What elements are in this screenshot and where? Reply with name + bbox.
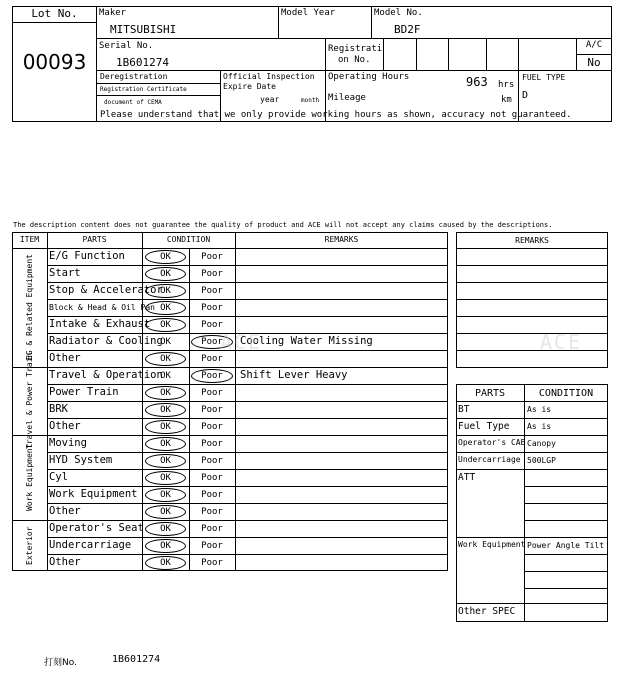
condition-poor: Poor xyxy=(201,354,223,364)
fuel-type-value: D xyxy=(522,90,529,101)
part-label: E/G Function xyxy=(49,250,125,262)
side-subline xyxy=(524,520,608,521)
condition-ok: OK xyxy=(160,422,171,432)
group-label: Exterior xyxy=(25,526,34,565)
registration-certificate-label: Registration Certificate xyxy=(100,86,187,93)
side-part-label: Operator's CAB xyxy=(458,438,526,447)
side-row-divider xyxy=(456,469,608,470)
condition-ok: OK xyxy=(160,252,171,262)
lot-number: 00093 xyxy=(22,50,87,74)
selection-circle xyxy=(145,556,186,570)
year-label: year xyxy=(260,95,280,104)
selection-circle xyxy=(145,420,186,434)
condition-poor: Poor xyxy=(201,405,223,415)
condition-ok: OK xyxy=(160,371,171,381)
row-divider xyxy=(47,282,448,283)
side-remarks-line xyxy=(456,299,608,300)
condition-poor: Poor xyxy=(201,269,223,279)
selection-circle xyxy=(145,488,186,502)
side-condition-value: As is xyxy=(527,405,552,414)
side-subline xyxy=(524,571,608,572)
hrs-unit: hrs xyxy=(498,80,515,90)
condition-poor: Poor xyxy=(201,490,223,500)
deregistration-label: Deregistration xyxy=(100,72,168,81)
condition-poor: Poor xyxy=(201,473,223,483)
km-unit: km xyxy=(501,95,512,105)
selection-circle xyxy=(145,522,186,536)
row-divider xyxy=(47,435,448,436)
condition-ok: OK xyxy=(160,541,171,551)
stamp-label: 打刻No. xyxy=(44,658,77,668)
selection-circle xyxy=(145,284,186,298)
condition-poor: Poor xyxy=(201,541,223,551)
serial-label: Serial No. xyxy=(99,41,154,51)
group-label: Work Equipment xyxy=(25,443,34,512)
selection-circle xyxy=(145,539,186,553)
watermark-logo-right: ACE xyxy=(540,330,583,354)
condition-ok: OK xyxy=(160,303,171,313)
selection-circle xyxy=(145,267,186,281)
selection-circle xyxy=(145,386,186,400)
part-label: Radiator & Cooling xyxy=(49,335,163,347)
side-condition-value: 500LGP xyxy=(527,456,556,465)
condition-header: CONDITION xyxy=(166,235,211,244)
side-condition-value: Power Angle Tilt xyxy=(527,541,605,550)
side-parts-header: PARTS xyxy=(474,388,506,399)
condition-ok: OK xyxy=(160,456,171,466)
side-condition-header: CONDITION xyxy=(538,388,594,399)
side-remarks-line xyxy=(456,265,608,266)
condition-poor: Poor xyxy=(201,303,223,313)
selection-circle xyxy=(145,250,186,264)
condition-poor: Poor xyxy=(201,286,223,296)
part-label: Work Equipment xyxy=(49,488,138,500)
condition-poor: Poor xyxy=(201,371,223,381)
group-label: Travel & Power Train xyxy=(25,352,34,450)
row-divider xyxy=(47,367,448,368)
month-label: month xyxy=(301,97,320,104)
registration-label: Registrati on No. xyxy=(328,44,383,65)
serial-value: 1B601274 xyxy=(116,56,169,69)
row-divider xyxy=(47,452,448,453)
side-remarks-header: REMARKS xyxy=(515,236,549,245)
row-divider xyxy=(47,384,448,385)
description-notice: The description content does not guarantee the quality of product and ACE will not accept any claims caused by the descriptions. xyxy=(13,221,553,229)
side-part-label: Other SPEC xyxy=(458,606,516,617)
condition-ok: OK xyxy=(160,405,171,415)
lot-label: Lot No. xyxy=(31,7,78,20)
cema-label: document of CEMA xyxy=(104,99,162,106)
part-label: Travel & Operation xyxy=(49,369,163,381)
part-label: Operator's Seat xyxy=(49,522,144,534)
part-label: Other xyxy=(49,352,81,364)
condition-poor: Poor xyxy=(201,558,223,568)
row-divider xyxy=(47,486,448,487)
ac-label: A/C xyxy=(585,40,603,50)
condition-poor: Poor xyxy=(201,422,223,432)
side-subline xyxy=(524,503,608,504)
side-part-label: Work Equipment xyxy=(458,540,526,549)
side-row-divider xyxy=(456,418,608,419)
part-label: Other xyxy=(49,556,81,568)
condition-ok: OK xyxy=(160,558,171,568)
part-label: Other xyxy=(49,420,81,432)
part-label: Other xyxy=(49,505,81,517)
side-part-label: BT xyxy=(458,404,470,415)
condition-ok: OK xyxy=(160,337,171,347)
condition-ok: OK xyxy=(160,439,171,449)
row-divider xyxy=(47,299,448,300)
group-label: EG & Related Equipment xyxy=(25,254,34,361)
row-divider xyxy=(47,265,448,266)
item-header: ITEM xyxy=(19,235,40,244)
side-condition-value: Canopy xyxy=(527,439,556,448)
condition-poor: Poor xyxy=(201,456,223,466)
condition-ok: OK xyxy=(160,524,171,534)
condition-ok: OK xyxy=(160,286,171,296)
part-label: Stop & Accelerator xyxy=(49,284,163,296)
hours-notice: Please understand that we only provide working hours as shown, accuracy not guaranteed. xyxy=(100,110,572,120)
selection-circle xyxy=(145,318,186,332)
row-divider xyxy=(47,418,448,419)
operating-hours-label: Operating Hours xyxy=(328,72,410,82)
condition-poor: Poor xyxy=(201,524,223,534)
row-divider xyxy=(47,401,448,402)
condition-ok: OK xyxy=(160,507,171,517)
side-remarks-line xyxy=(456,248,608,249)
fuel-type-label: FUEL TYPE xyxy=(522,73,566,82)
side-part-label: Undercarriage xyxy=(458,455,521,464)
selection-circle xyxy=(191,369,233,383)
selection-circle xyxy=(145,505,186,519)
part-label: Undercarriage xyxy=(49,539,132,551)
condition-ok: OK xyxy=(160,354,171,364)
selection-circle xyxy=(145,403,186,417)
selection-circle xyxy=(145,352,186,366)
part-label: Start xyxy=(49,267,81,279)
selection-circle xyxy=(145,301,186,315)
inspection-label: Official Inspection Expire Date xyxy=(223,72,315,91)
row-divider xyxy=(47,316,448,317)
part-label: Power Train xyxy=(49,386,119,398)
side-part-label: ATT xyxy=(458,472,476,483)
mileage-label: Mileage xyxy=(328,93,366,103)
condition-ok: OK xyxy=(160,473,171,483)
model-year-label: Model Year xyxy=(281,8,336,18)
row-divider xyxy=(47,520,448,521)
row-divider xyxy=(47,469,448,470)
selection-circle xyxy=(145,471,186,485)
condition-poor: Poor xyxy=(201,507,223,517)
remark-text: Shift Lever Heavy xyxy=(240,369,348,381)
part-label: Intake & Exhaust xyxy=(49,318,151,330)
condition-poor: Poor xyxy=(201,439,223,449)
side-row-divider xyxy=(456,603,608,604)
row-divider xyxy=(47,537,448,538)
part-label: BRK xyxy=(49,403,68,415)
maker-label: Maker xyxy=(99,8,127,18)
part-label: Cyl xyxy=(49,471,68,483)
side-part-label: Fuel Type xyxy=(458,421,510,432)
operating-hours-value: 963 xyxy=(466,75,488,89)
table-header-divider xyxy=(12,248,448,249)
condition-ok: OK xyxy=(160,388,171,398)
maker-value: MITSUBISHI xyxy=(110,23,177,36)
side-row-divider xyxy=(456,435,608,436)
side-header-divider xyxy=(456,401,608,402)
model-no-value: BD2F xyxy=(394,23,421,36)
side-subline xyxy=(524,486,608,487)
side-subline xyxy=(524,588,608,589)
side-row-divider xyxy=(456,537,608,538)
side-remarks-box xyxy=(456,232,608,368)
condition-ok: OK xyxy=(160,490,171,500)
side-remarks-line xyxy=(456,333,608,334)
ac-value: No xyxy=(587,56,601,69)
watermark-logo: ACE xyxy=(220,330,263,354)
side-subline xyxy=(524,554,608,555)
selection-circle xyxy=(145,454,186,468)
model-no-label: Model No. xyxy=(374,8,423,18)
selection-circle xyxy=(145,437,186,451)
condition-ok: OK xyxy=(160,320,171,330)
side-row-divider xyxy=(456,452,608,453)
row-divider xyxy=(47,554,448,555)
parts-header: PARTS xyxy=(82,235,107,244)
side-remarks-line xyxy=(456,350,608,351)
stamp-value: 1B601274 xyxy=(112,654,161,665)
side-remarks-line xyxy=(456,282,608,283)
condition-poor: Poor xyxy=(201,388,223,398)
part-label: Block & Head & Oil Pan xyxy=(49,303,155,312)
part-label: Moving xyxy=(49,437,87,449)
condition-poor: Poor xyxy=(201,337,223,347)
remark-text: Cooling Water Missing xyxy=(240,335,373,347)
remarks-header: REMARKS xyxy=(324,235,359,244)
part-label: HYD System xyxy=(49,454,113,466)
condition-poor: Poor xyxy=(201,320,223,330)
side-remarks-line xyxy=(456,316,608,317)
side-condition-value: As is xyxy=(527,422,552,431)
condition-poor: Poor xyxy=(201,252,223,262)
row-divider xyxy=(47,503,448,504)
condition-ok: OK xyxy=(160,269,171,279)
